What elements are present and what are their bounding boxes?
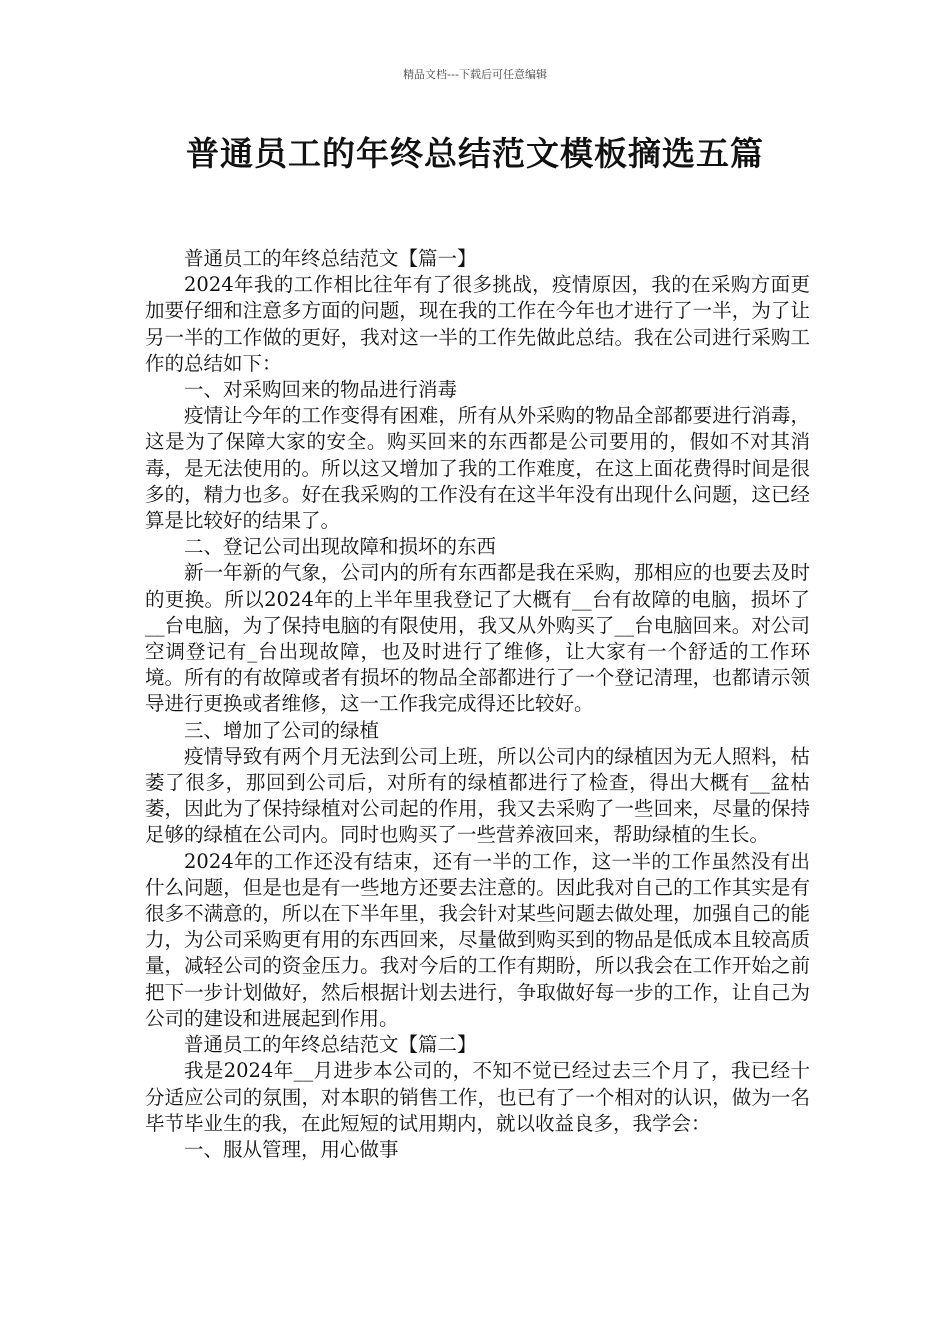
section-heading-2: 普通员工的年终总结范文【篇二】 xyxy=(184,1033,477,1057)
subheading: 三、增加了公司的绿植 xyxy=(184,718,380,742)
subheading: 一、服从管理，用心做事 xyxy=(184,1137,399,1161)
paragraph: 我是2024年__月进步本公司的，不知不觉已经过去三个月了，我已经十分适应公司的氛围，对本职的销售工作，也已有了一个相对的认识，做为一名毕节毕业生的我，在此短短的试用期内，就以收益良多，我学会： xyxy=(145,1059,810,1135)
subheading: 二、登记公司出现故障和损坏的东西 xyxy=(184,535,497,559)
header-note: 精品文档---下载后可任意编辑 xyxy=(403,68,547,81)
paragraph: 疫情让今年的工作变得有困难，所有从外采购的物品全部都要进行消毒，这是为了保障大家的安全。购买回来的东西都是公司要用的，假如不对其消毒，是无法使用的。所以这又增加了我的工作难度，在这上面花费得时间是很多的，精力也多。好在我采购的工作没有在这半年没有出现什么问题，这已经算是比较好的结果了。 xyxy=(145,404,810,533)
paragraph: 新一年新的气象，公司内的所有东西都是我在采购，那相应的也要去及时的更换。所以2024年的上半年里我登记了大概有__台有故障的电脑，损坏了__台电脑，为了保持电脑的有限使用，我又从外购买了__台电脑回来。对公司空调登记有_台出现故障，也及时进行了维修，让大家有一个舒适的工作环境。所有的有故障或者有损坏的物品全部都进行了一个登记清理，也都请示领导进行更换或者维修，这一工作我完成得还比较好。 xyxy=(145,561,810,716)
document-body xyxy=(145,246,810,1163)
paragraph: 2024年我的工作相比往年有了很多挑战，疫情原因，我的在采购方面更加要仔细和注意多方面的问题，现在我的工作在今年也才进行了一半，为了让另一半的工作做的更好，我对这一半的工作先做此总结。我在公司进行采购工作的总结如下： xyxy=(145,273,810,375)
paragraph: 疫情导致有两个月无法到公司上班，所以公司内的绿植因为无人照料，枯萎了很多，那回到公司后，对所有的绿植都进行了检查，得出大概有__盆枯萎，因此为了保持绿植对公司起的作用，我又去采购了一些回来，尽量的保持足够的绿植在公司内。同时也购买了一些营养液回来，帮助绿植的生长。 xyxy=(145,744,810,847)
section-heading-1: 普通员工的年终总结范文【篇一】 xyxy=(184,247,477,270)
paragraph: 2024年的工作还没有结束，还有一半的工作，这一半的工作虽然没有出什么问题，但是也是有一些地方还要去注意的。因此我对自己的工作其实是有很多不满意的，所以在下半年里，我会针对某些问题去做处理，加强自己的能力，为公司采购更有用的东西回来，尽量做到购买到的物品是低成本且较高质量，减轻公司的资金压力。我对今后的工作有期盼，所以我会在工作开始之前把下一步计划做好，然后根据计划去进行，争取做好每一步的工作，让自己为公司的建设和进展起到作用。 xyxy=(145,849,810,1030)
document-title: 普通员工的年终总结范文模板摘选五篇 xyxy=(186,134,764,173)
subheading: 一、对采购回来的物品进行消毒 xyxy=(184,378,458,402)
